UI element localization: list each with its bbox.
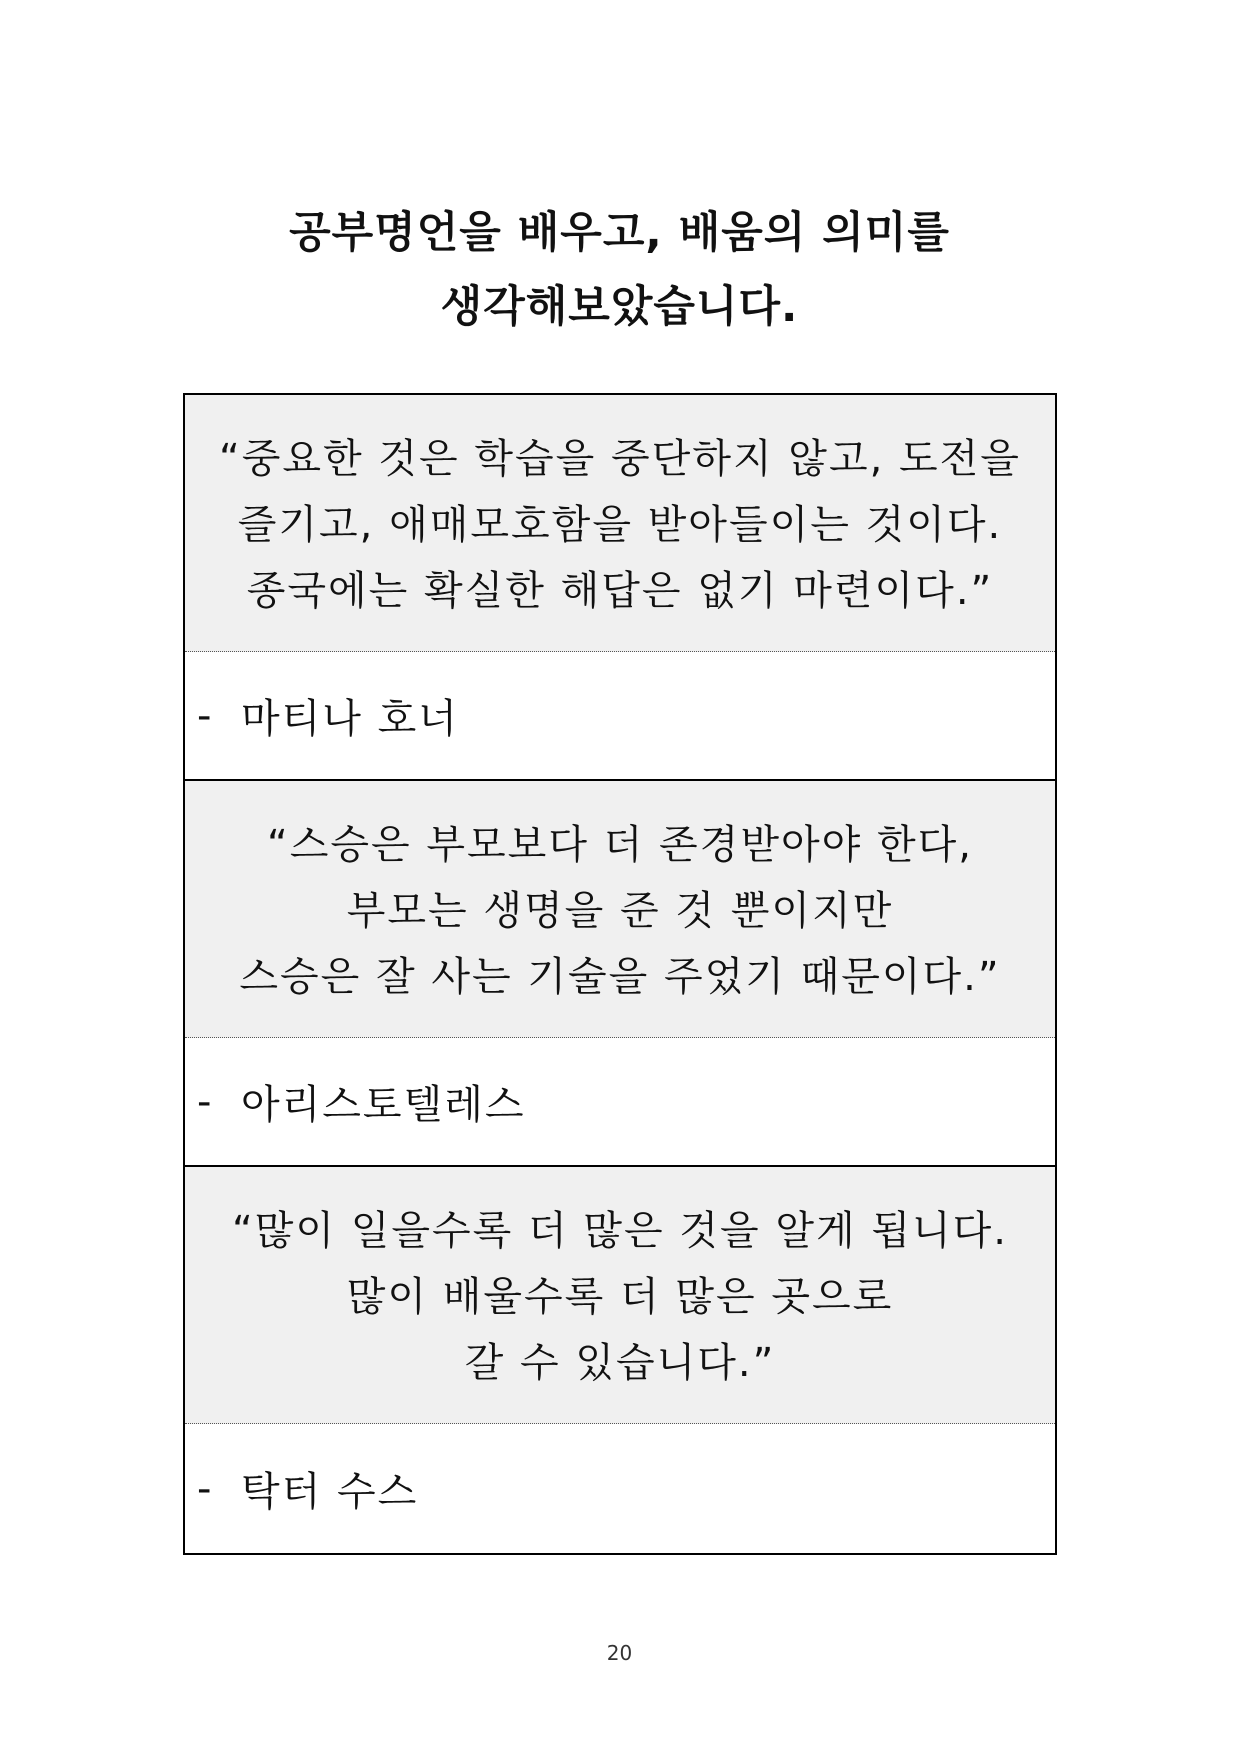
author-dash: - (197, 1078, 214, 1125)
page-title-line-1: 공부명언을 배우고, 배움의 의미를 (289, 208, 950, 258)
quote-cell-2 (185, 781, 1055, 1038)
quote-3-line-3: 갈 수 있습니다.” (464, 1340, 776, 1386)
page-number: 20 (606, 1641, 633, 1665)
quote-cell-1 (185, 395, 1055, 652)
author-cell-3 (185, 1424, 1055, 1553)
author-cell-1 (185, 652, 1055, 781)
quote-2-line-2: 부모는 생명을 준 것 뿐이지만 (346, 888, 894, 934)
author-name-3: 탁터 수스 (241, 1469, 419, 1515)
author-dash: - (197, 692, 214, 739)
page-title (0, 196, 1239, 344)
author-name-1: 마티나 호너 (241, 696, 459, 742)
quote-2-line-1: “스승은 부모보다 더 존경받아야 한다, (267, 822, 973, 868)
quote-1-line-3: 종국에는 확실한 해답은 없기 마련이다.” (246, 568, 994, 614)
quote-2-line-3: 스승은 잘 사는 기술을 주었기 때문이다.” (239, 954, 1001, 1000)
quote-3-line-1: “많이 일을수록 더 많은 것을 알게 됩니다. (232, 1208, 1008, 1254)
author-name-2: 아리스토텔레스 (241, 1082, 526, 1128)
page-title-line-2: 생각해보았습니다. (440, 282, 799, 332)
quote-3-line-2: 많이 배울수록 더 많은 곳으로 (346, 1274, 894, 1320)
quote-cell-3 (185, 1167, 1055, 1424)
author-cell-2 (185, 1038, 1055, 1167)
quote-1-line-1: “중요한 것은 학습을 중단하지 않고, 도전을 (219, 436, 1021, 482)
author-dash: - (197, 1465, 214, 1512)
quote-1-line-2: 즐기고, 애매모호함을 받아들이는 것이다. (237, 502, 1003, 548)
quote-table (183, 393, 1057, 1555)
